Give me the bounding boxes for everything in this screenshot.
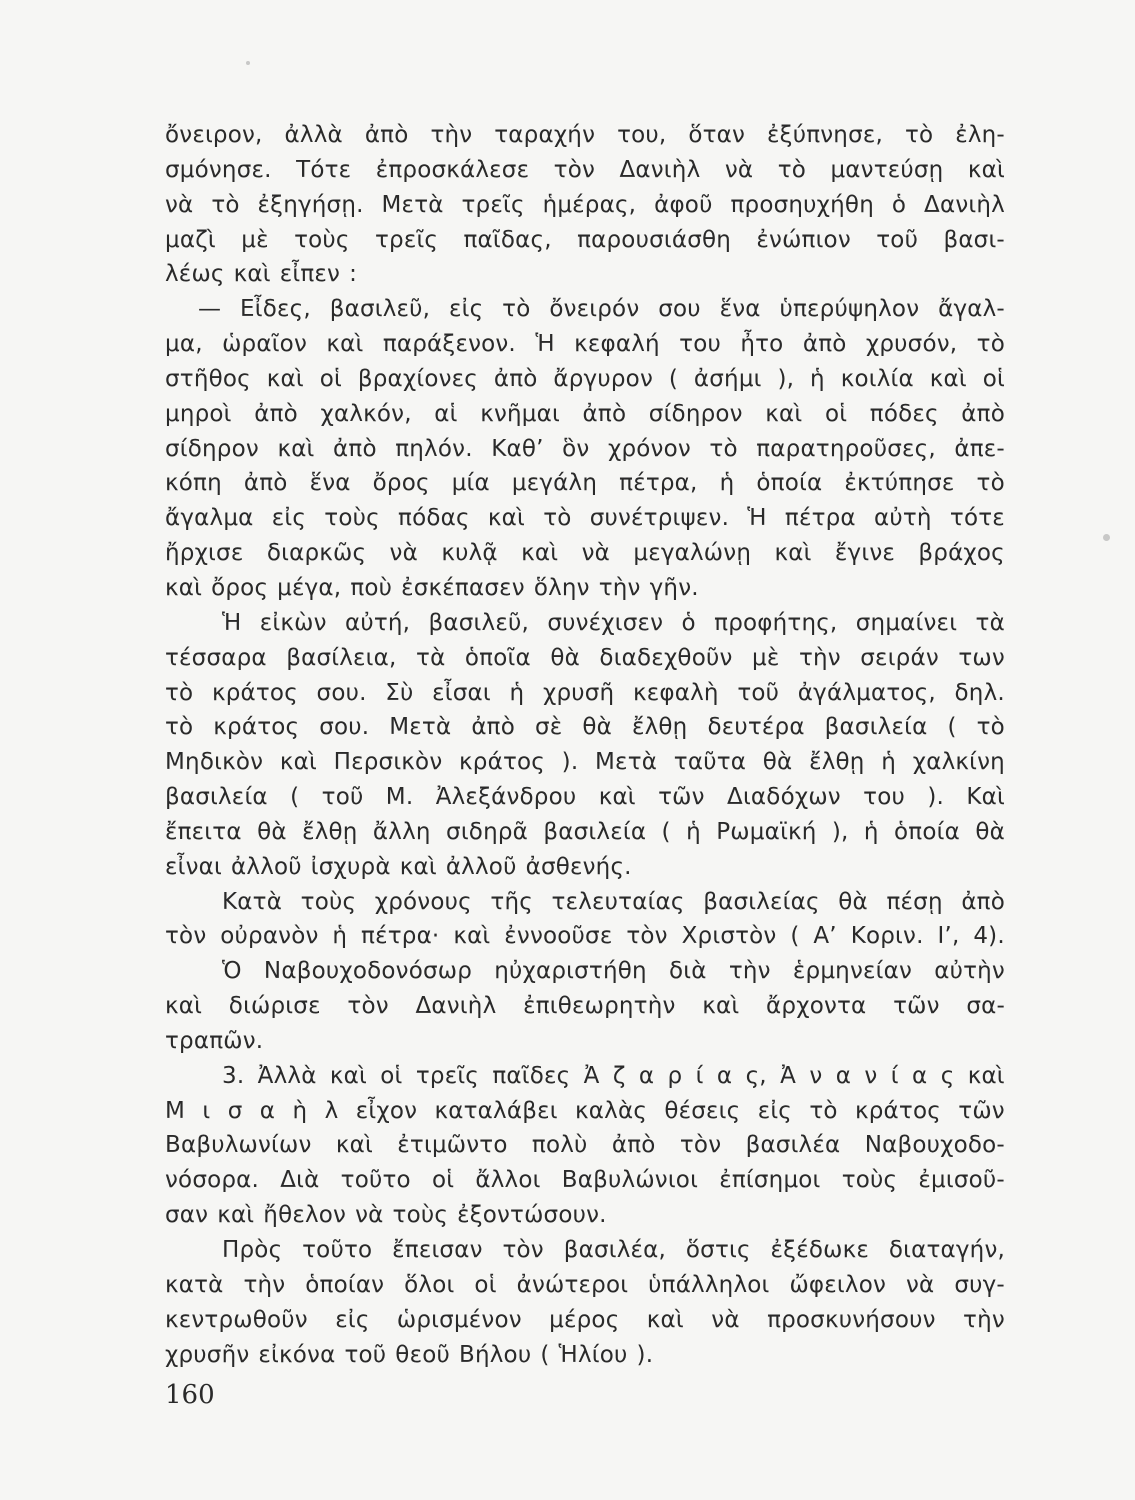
text-line: Βαβυλωνίων καὶ ἐτιμῶντο πολὺ ἀπὸ τὸν βασιλέα Ναβουχοδο- xyxy=(165,1132,1005,1159)
text-line: — Εἶδες, βασιλεῦ, εἰς τὸ ὄνειρόν σου ἕνα ὑπερύψηλον ἄγαλ- xyxy=(198,296,1005,323)
text-line: τραπῶν. xyxy=(165,1027,264,1054)
text-line: κατὰ τὴν ὁποίαν ὅλοι οἱ ἀνώτεροι ὑπάλληλοι ὤφειλον νὰ συγ- xyxy=(165,1271,1005,1298)
text-line: τὸν οὐρανὸν ἡ πέτρα· καὶ ἐννοοῦσε τὸν Χριστὸν ( Α’ Κοριν. Ι’, 4). xyxy=(165,923,1005,950)
text-line: εἶναι ἀλλοῦ ἰσχυρὰ καὶ ἀλλοῦ ἀσθενής. xyxy=(165,853,632,880)
text-line: λέως καὶ εἶπεν : xyxy=(165,261,358,288)
text-line: βασιλεία ( τοῦ Μ. Ἀλεξάνδρου καὶ τῶν Διαδόχων του ). Καὶ xyxy=(165,784,1005,811)
text-line: καὶ διώρισε τὸν Δανιὴλ ἐπιθεωρητὴν καὶ ἄρχοντα τῶν σα- xyxy=(165,993,1005,1020)
text-line: νὰ τὸ ἐξηγήσῃ. Μετὰ τρεῖς ἡμέρας, ἀφοῦ προσηυχήθη ὁ Δανιὴλ xyxy=(165,191,1005,218)
text-line: καὶ ὄρος μέγα, ποὺ ἐσκέπασεν ὅλην τὴν γῆν. xyxy=(165,574,699,601)
text-line: τέσσαρα βασίλεια, τὰ ὁποῖα θὰ διαδεχθοῦν μὲ τὴν σειράν των xyxy=(165,644,1005,671)
text-line: μα, ὡραῖον καὶ παράξενον. Ἡ κεφαλή του ἦτο ἀπὸ χρυσόν, τὸ xyxy=(165,331,1005,358)
text-line: σίδηρον καὶ ἀπὸ πηλόν. Καθ’ ὃν χρόνον τὸ παρατηροῦσες, ἀπε- xyxy=(165,435,1005,462)
text-line: ἄγαλμα εἰς τοὺς πόδας καὶ τὸ συνέτριψεν. Ἡ πέτρα αὐτὴ τότε xyxy=(165,505,1005,532)
text-line: ὄνειρον, ἀλλὰ ἀπὸ τὴν ταραχήν του, ὅταν ἐξύπνησε, τὸ ἐλη- xyxy=(165,122,1005,148)
paper-speck xyxy=(246,61,250,65)
text-line: Μ ι σ α ὴ λ εἶχον καταλάβει καλὰς θέσεις εἰς τὸ κράτος τῶν xyxy=(165,1097,1005,1124)
text-line: τὸ κράτος σου. Σὺ εἶσαι ἡ χρυσῆ κεφαλὴ τοῦ ἀγάλματος, δηλ. xyxy=(165,679,1005,706)
text-line: 3. Ἀλλὰ καὶ οἱ τρεῖς παῖδες Ἀ ζ α ρ ί α ς, Ἀ ν α ν ί α ς καὶ xyxy=(222,1062,1005,1089)
text-line: Ἡ εἰκὼν αὐτή, βασιλεῦ, συνέχισεν ὁ προφήτης, σημαίνει τὰ xyxy=(222,609,1005,636)
text-line: ἤρχισε διαρκῶς νὰ κυλᾷ καὶ νὰ μεγαλώνῃ καὶ ἔγινε βράχος xyxy=(165,540,1005,567)
paper-speck xyxy=(1103,534,1110,541)
text-line: κεντρωθοῦν εἰς ὡρισμένον μέρος καὶ νὰ προσκυνήσουν τὴν xyxy=(165,1306,1005,1333)
text-line: μαζὶ μὲ τοὺς τρεῖς παῖδας, παρουσιάσθη ἐνώπιον τοῦ βασι- xyxy=(165,226,1005,253)
text-line: σαν καὶ ἤθελον νὰ τοὺς ἐξοντώσουν. xyxy=(165,1202,607,1229)
page-number: 160 xyxy=(165,1380,215,1410)
text-line: σμόνησε. Τότε ἐπροσκάλεσε τὸν Δανιὴλ νὰ τὸ μαντεύσῃ καὶ xyxy=(165,156,1005,183)
text-line: νόσορα. Διὰ τοῦτο οἱ ἄλλοι Βαβυλώνιοι ἐπίσημοι τοὺς ἐμισοῦ- xyxy=(165,1167,1005,1194)
text-line: χρυσῆν εἰκόνα τοῦ θεοῦ Βήλου ( Ἡλίου ). xyxy=(165,1341,654,1368)
body-text xyxy=(165,118,1005,1372)
text-line: στῆθος καὶ οἱ βραχίονες ἀπὸ ἄργυρον ( ἀσήμι ), ἡ κοιλία καὶ οἱ xyxy=(165,365,1005,392)
text-line: Κατὰ τοὺς χρόνους τῆς τελευταίας βασιλείας θὰ πέσῃ ἀπὸ xyxy=(222,888,1005,915)
text-line: Μηδικὸν καὶ Περσικὸν κράτος ). Μετὰ ταῦτα θὰ ἔλθῃ ἡ χαλκίνη xyxy=(165,749,1005,776)
text-line: τὸ κράτος σου. Μετὰ ἀπὸ σὲ θὰ ἔλθῃ δευτέρα βασιλεία ( τὸ xyxy=(165,714,1005,741)
text-line: Ὁ Ναβουχοδονόσωρ ηὐχαριστήθη διὰ τὴν ἑρμηνείαν αὐτὴν xyxy=(222,958,1005,985)
text-line: Πρὸς τοῦτο ἔπεισαν τὸν βασιλέα, ὅστις ἐξέδωκε διαταγήν, xyxy=(222,1237,1005,1263)
text-line: κόπη ἀπὸ ἕνα ὄρος μία μεγάλη πέτρα, ἡ ὁποία ἐκτύπησε τὸ xyxy=(165,470,1005,497)
text-line: μηροὶ ἀπὸ χαλκόν, αἱ κνῆμαι ἀπὸ σίδηρον καὶ οἱ πόδες ἀπὸ xyxy=(165,400,1005,427)
text-line: ἔπειτα θὰ ἔλθῃ ἄλλη σιδηρᾶ βασιλεία ( ἡ Ρωμαϊκή ), ἡ ὁποία θὰ xyxy=(165,818,1005,845)
